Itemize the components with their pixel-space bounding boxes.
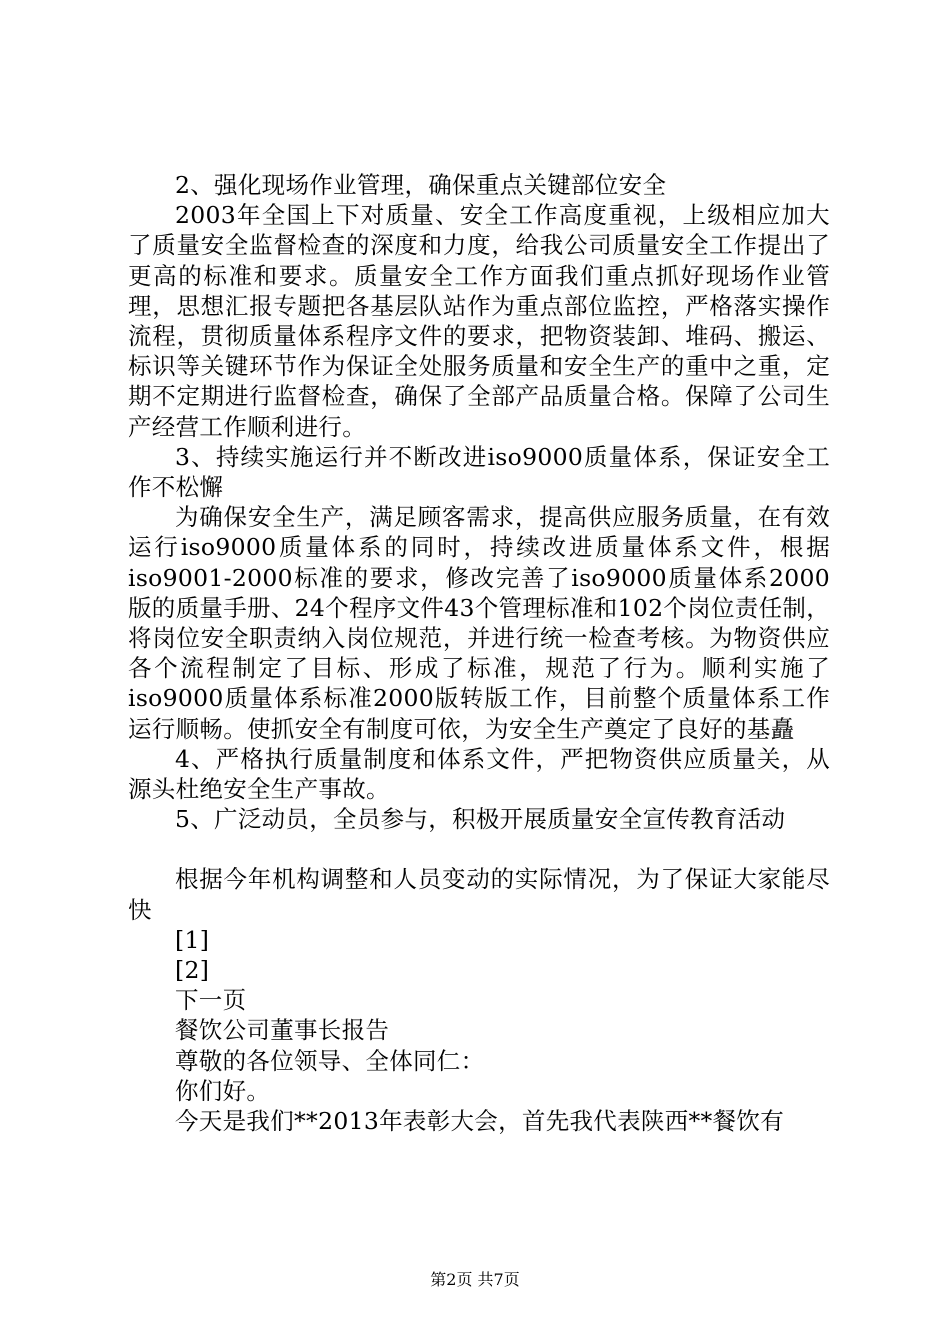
page-footer: 第2页 共7页 xyxy=(430,1270,520,1289)
document-body xyxy=(128,170,830,1136)
salutation: 尊敬的各位领导、全体同仁： xyxy=(175,1046,485,1075)
paragraph-quality-2003: 2003年全国上下对质量、安全工作高度重视，上级相应加大了质量安全监督检查的深度和力度，给我公司质量安全工作提出了更高的标准和要求。质量安全工作方面我们重点抓好现场作业管理，思想汇报专题把各基层队站作为重点部位监控，严格落实操作流程，贯彻质量体系程序文件的要求，把物资装卸、堆码、搬运、标识等关键环节作为保证全处服务质量和安全生产的重中之重，定期不定期进行监督检查，确保了全部产品质量合格。保障了公司生产经营工作顺利进行。 xyxy=(128,201,830,441)
report-title: 餐饮公司董事长报告 xyxy=(175,1016,390,1045)
section-heading-5: 5、广泛动员，全员参与，积极开展质量安全宣传教育活动 xyxy=(175,805,786,834)
page-link-1[interactable]: [1] xyxy=(175,925,210,954)
section-heading-4: 4、严格执行质量制度和体系文件，严把物资供应质量关，从源头杜绝安全生产事故。 xyxy=(128,744,830,804)
greeting: 你们好。 xyxy=(175,1076,271,1105)
next-page-link[interactable]: 下一页 xyxy=(175,986,247,1015)
section-heading-3: 3、持续实施运行并不断改进iso9000质量体系，保证安全工作不松懈 xyxy=(128,442,830,502)
paragraph-adjustment: 根据今年机构调整和人员变动的实际情况，为了保证大家能尽快 xyxy=(128,865,830,924)
paragraph-opening: 今天是我们**2013年表彰大会，首先我代表陕西**餐饮有 xyxy=(175,1107,785,1136)
paragraph-iso9000: 为确保安全生产，满足顾客需求，提高供应服务质量，在有效运行iso9000质量体系的同时，持续改进质量体系文件，根据iso9001-2000标准的要求，修改完善了iso9000质量体系2000版的质量手册、24个程序文件43个管理标准和102个岗位责任制，将岗位安全职责纳入岗位规范，并进行统一检查考核。为物资供应各个流程制定了目标、形成了标准，规范了行为。顺利实施了iso9000质量体系标准2000版转版工作，目前整个质量体系工作运行顺畅。使抓安全有制度可依，为安全生产奠定了良好的基矗 xyxy=(128,503,830,743)
paragraph-spacer xyxy=(128,834,830,864)
section-heading-2: 2、强化现场作业管理，确保重点关键部位安全 xyxy=(175,171,667,199)
page-link-2[interactable]: [2] xyxy=(175,956,210,985)
